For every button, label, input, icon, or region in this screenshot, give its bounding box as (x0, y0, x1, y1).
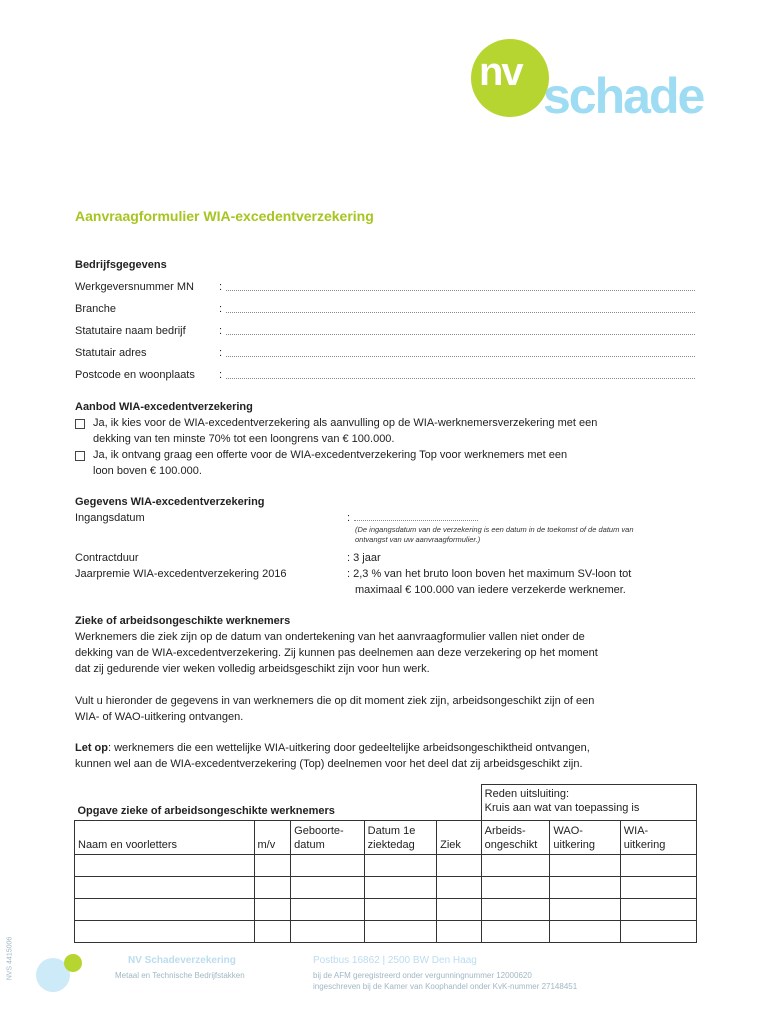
col-mv (254, 821, 291, 855)
option1-text-line1: Ja, ik kies voor de WIA-excedentverzekering als aanvulling op de WIA-werknemersverzekering met een (93, 417, 598, 429)
col-geboortedatum (291, 821, 365, 855)
cell-input[interactable] (75, 877, 255, 899)
cell-input[interactable] (437, 921, 482, 943)
cell-input[interactable] (364, 899, 436, 921)
col-wia (620, 821, 696, 855)
zieke-para2-line2: WIA- of WAO-uitkering ontvangen. (75, 711, 244, 723)
ingangsdatum-note-line1: (De ingangsdatum van de verzekering is een datum in de toekomst of de datum van (355, 525, 634, 534)
col-ziektedag (364, 821, 436, 855)
col-wao (550, 821, 620, 855)
jaarpremie-value-line2: maximaal € 100.000 van iedere verzekerde werknemer. (355, 584, 626, 596)
cell-input[interactable] (254, 921, 291, 943)
table-row (75, 877, 697, 899)
footer-kvk: ingeschreven bij de Kamer van Koophandel onder KvK-nummer 27148451 (313, 982, 578, 991)
cell-input[interactable] (291, 899, 365, 921)
contractduur-value: : 3 jaar (347, 552, 381, 564)
cell-input[interactable] (481, 921, 550, 943)
zieke-para1-line3: dat zij gedurende vier weken volledig arbeidsgeschikt zijn voor hun werk. (75, 663, 430, 675)
cell-input[interactable] (437, 877, 482, 899)
col-wia-line1: WIA- (623, 825, 649, 837)
cell-input[interactable] (550, 877, 620, 899)
option1-text-line2: dekking van ten minste 70% tot een loongrens van € 100.000. (93, 433, 395, 445)
cell-input[interactable] (550, 855, 620, 877)
option2-text-line1: Ja, ik ontvang graag een offerte voor de WIA-excedentverzekering Top voor werknemers met een (93, 449, 568, 461)
col-mv-label: m/v (257, 839, 276, 851)
table-caption: Opgave zieke of arbeidsongeschikte werknemers (77, 805, 335, 817)
logo-schade-text: schade (543, 68, 704, 124)
letop-bold: Let op (75, 742, 108, 754)
cell-input[interactable] (254, 877, 291, 899)
col-arb-line1: Arbeids- (484, 825, 526, 837)
cell-input[interactable] (364, 855, 436, 877)
logo-nv-text: nv (479, 50, 522, 94)
cell-input[interactable] (254, 899, 291, 921)
col-datum-line2: ziektedag (367, 839, 415, 851)
col-geb-line2: datum (294, 839, 325, 851)
field-label-postcode: Postcode en woonplaats (75, 369, 195, 381)
cell-input[interactable] (481, 899, 550, 921)
cell-input[interactable] (291, 855, 365, 877)
cell-input[interactable] (437, 855, 482, 877)
cell-input[interactable] (620, 899, 696, 921)
bedrijf-heading: Bedrijfsgegevens (75, 259, 167, 271)
page-title: Aanvraagformulier WIA-excedentverzekering (75, 208, 374, 224)
col-arbeidsongeschikt (481, 821, 550, 855)
table-caption-cell (75, 785, 482, 821)
option2-checkbox[interactable] (75, 451, 85, 461)
cell-input[interactable] (481, 877, 550, 899)
field-sep: : (219, 303, 223, 315)
cell-input[interactable] (550, 899, 620, 921)
field-label-statutaire-naam: Statutaire naam bedrijf (75, 325, 186, 337)
cell-input[interactable] (75, 921, 255, 943)
cell-input[interactable] (620, 921, 696, 943)
letop-line2: kunnen wel aan de WIA-excedentverzekering (Top) deelnemen voor het deel dat zij arbeidsgeschikt zijn. (75, 758, 583, 770)
cell-input[interactable] (254, 855, 291, 877)
ingangsdatum-note-line2: ontvangst van uw aanvraagformulier.) (355, 535, 481, 544)
field-label-branche: Branche (75, 303, 116, 315)
werkgeversnummer-input-line[interactable] (226, 290, 695, 291)
cell-input[interactable] (620, 855, 696, 877)
footer-bubble-green (64, 954, 82, 972)
zieke-heading: Zieke of arbeidsongeschikte werknemers (75, 615, 291, 627)
col-wia-line2: uitkering (623, 839, 666, 851)
col-wao-line1: WAO- (553, 825, 583, 837)
col-arb-line2: ongeschikt (484, 839, 538, 851)
field-sep: : (219, 347, 223, 359)
zieke-para1-line1: Werknemers die ziek zijn op de datum van ondertekening van het aanvraagformulier vallen niet onder de (75, 631, 585, 643)
cell-input[interactable] (75, 855, 255, 877)
cell-input[interactable] (291, 921, 365, 943)
option2-text-line2: loon boven € 100.000. (93, 465, 202, 477)
table-row (75, 921, 697, 943)
cell-input[interactable] (620, 877, 696, 899)
letop-line1 (75, 741, 590, 756)
field-label-werkgeversnummer: Werkgeversnummer MN (75, 281, 194, 293)
col-datum-line1: Datum 1e (367, 825, 416, 837)
field-label-statutair-adres: Statutair adres (75, 347, 147, 359)
reden-cell (481, 785, 696, 821)
option1-checkbox[interactable] (75, 419, 85, 429)
col-geb-line1: Geboorte- (294, 825, 344, 837)
gegevens-heading: Gegevens WIA-excedentverzekering (75, 496, 265, 508)
footer-company: NV Schadeverzekering (128, 955, 236, 966)
ingangsdatum-label: Ingangsdatum (75, 512, 145, 524)
aanbod-heading: Aanbod WIA-excedentverzekering (75, 401, 253, 413)
col-wao-line2: uitkering (553, 839, 595, 851)
footer-sector: Metaal en Technische Bedrijfstakken (115, 971, 245, 980)
footer-afm: bij de AFM geregistreerd onder vergunningnummer 12000620 (313, 971, 532, 980)
statutair-adres-input-line[interactable] (226, 356, 695, 357)
statutaire-naam-input-line[interactable] (226, 334, 695, 335)
footer-address: Postbus 16862 | 2500 BW Den Haag (313, 955, 477, 966)
field-sep: : (219, 281, 223, 293)
reden-line1: Reden uitsluiting: (484, 788, 570, 800)
cell-input[interactable] (75, 899, 255, 921)
contractduur-label: Contractduur (75, 552, 139, 564)
letop-text: : werknemers die een wettelijke WIA-uitkering door gedeeltelijke arbeidsongeschiktheid ontvangen, (108, 742, 590, 754)
cell-input[interactable] (364, 921, 436, 943)
col-ziek-label: Ziek (440, 839, 461, 851)
ingangsdatum-input-line[interactable] (354, 520, 478, 521)
zieke-werknemers-table (74, 784, 697, 943)
col-naam (75, 821, 255, 855)
cell-input[interactable] (364, 877, 436, 899)
cell-input[interactable] (481, 855, 550, 877)
ingangsdatum-sep: : (347, 512, 351, 524)
col-ziek (437, 821, 482, 855)
cell-input[interactable] (550, 921, 620, 943)
zieke-para2-line1: Vult u hieronder de gegevens in van werknemers die op dit moment ziek zijn, arbeidsongeschikt zijn of een (75, 695, 595, 707)
zieke-para1-line2: dekking van de WIA-excedentverzekering. Zij kunnen pas deelnemen aan deze verzekering op het moment (75, 647, 598, 659)
cell-input[interactable] (437, 899, 482, 921)
postcode-input-line[interactable] (226, 378, 695, 379)
branche-input-line[interactable] (226, 312, 695, 313)
cell-input[interactable] (291, 877, 365, 899)
reden-line2: Kruis aan wat van toepassing is (484, 802, 640, 814)
footer-side-code: NVS 4415006 (6, 936, 14, 981)
jaarpremie-value-line1: : 2,3 % van het bruto loon boven het maximum SV-loon tot (347, 568, 632, 580)
table-row (75, 899, 697, 921)
col-naam-label: Naam en voorletters (78, 839, 178, 851)
field-sep: : (219, 369, 223, 381)
table-row (75, 855, 697, 877)
jaarpremie-label: Jaarpremie WIA-excedentverzekering 2016 (75, 568, 287, 580)
field-sep: : (219, 325, 223, 337)
